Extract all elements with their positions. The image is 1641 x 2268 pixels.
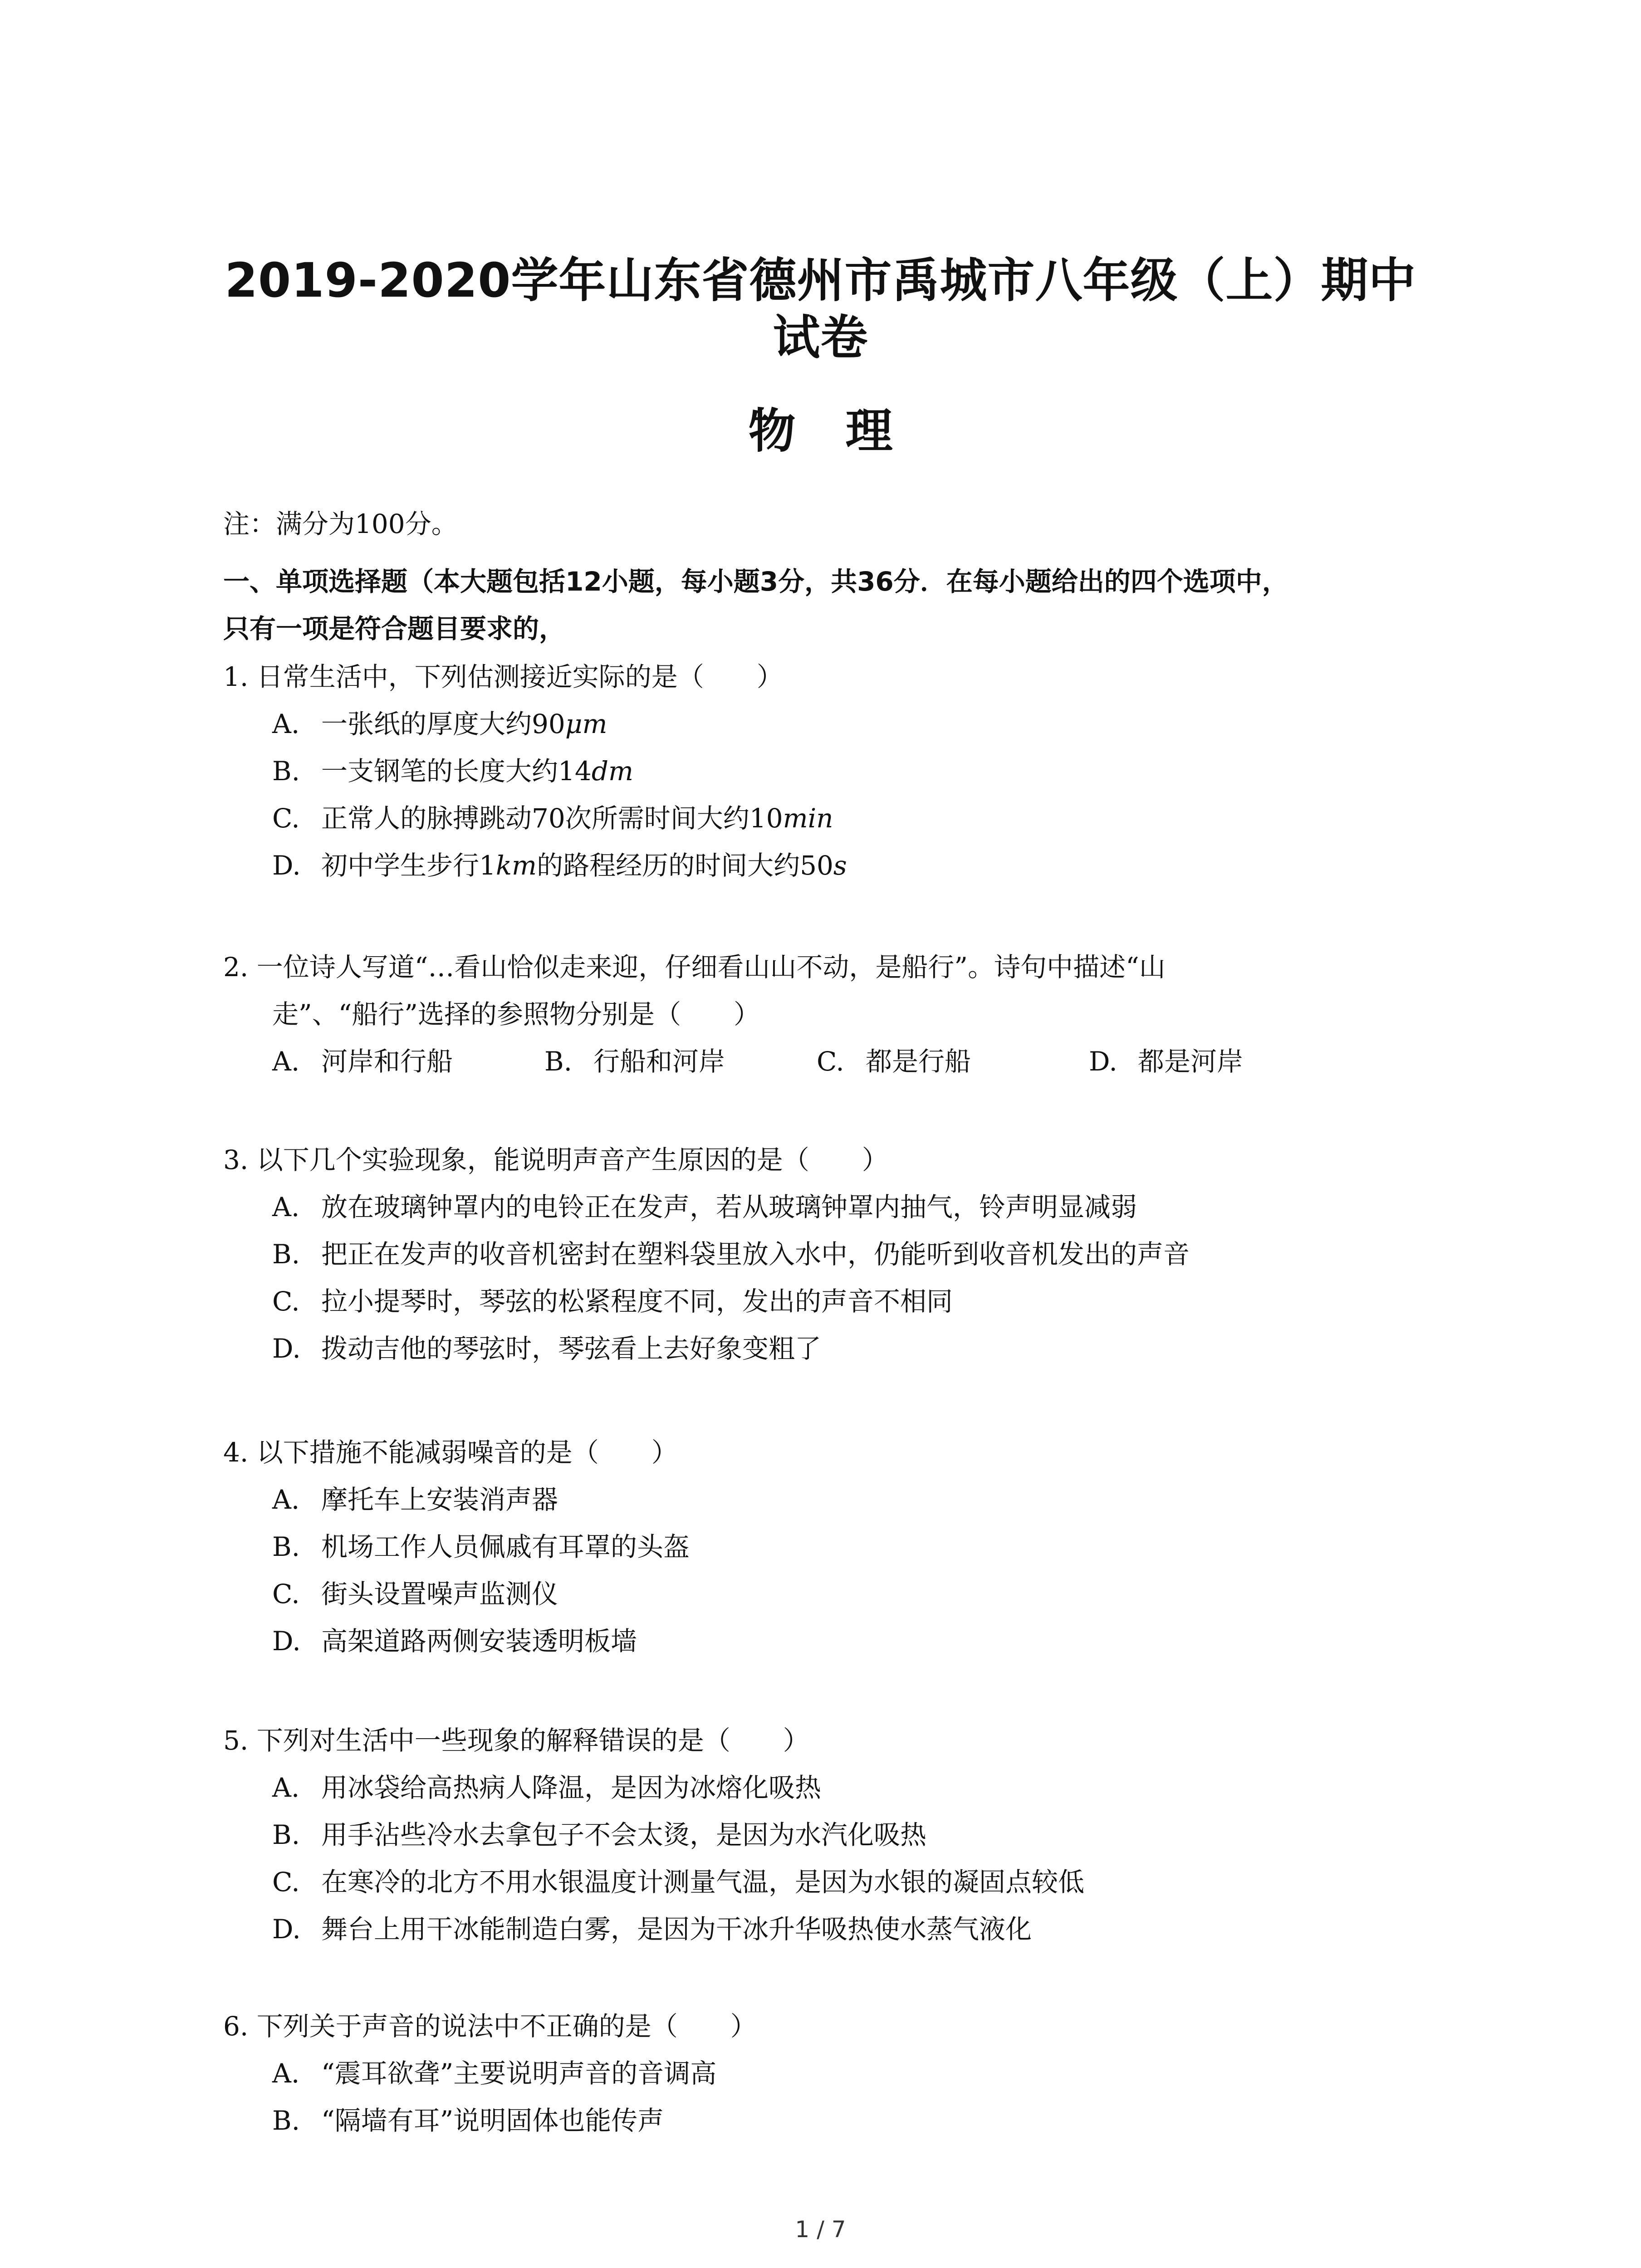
option-d (223, 842, 1448, 889)
option-b (223, 1231, 1448, 1278)
question-text-continued: 走”、“船行”选择的参照物分别是（ ） (272, 999, 760, 1030)
option-text: 高架道路两侧安装透明板墙 (321, 1626, 637, 1657)
option-text: 初中学生步行1 (321, 850, 496, 881)
option-letter: B. (272, 2105, 300, 2136)
exam-title (136, 252, 1505, 366)
option-list (223, 1038, 1448, 1085)
option-c (817, 1038, 1089, 1085)
option-text: 正常人的脉搏跳动70次所需时间大约10 (321, 803, 783, 834)
option-text: 一支钢笔的长度大约14 (321, 756, 592, 787)
option-b (223, 748, 1448, 795)
question-text: 以下措施不能减弱噪音的是（ ） (256, 1437, 678, 1468)
option-c (223, 795, 1448, 842)
option-letter: D. (1089, 1046, 1117, 1077)
question-1 (223, 653, 1448, 889)
option-letter: A. (272, 1484, 300, 1515)
option-a (223, 2050, 1448, 2097)
section-heading-line2: 只有一项是符合题目要求的， (223, 613, 566, 644)
exam-title-line1: 2019-2020学年山东省德州市禹城市八年级（上）期中 (225, 253, 1416, 308)
option-text: 都是行船 (866, 1046, 971, 1077)
option-text: 摩托车上安装消声器 (321, 1484, 558, 1515)
question-5 (223, 1717, 1448, 1953)
question-number: 6. (223, 2011, 249, 2042)
option-unit: dm (591, 756, 633, 787)
option-b (223, 1523, 1448, 1570)
option-letter: B. (272, 756, 300, 787)
option-text: 拨动吉他的琴弦时，琴弦看上去好象变粗了 (321, 1333, 822, 1364)
question-text: 一位诗人写道“…看山恰似走来迎，仔细看山山不动，是船行”。诗句中描述“山 (256, 952, 1166, 982)
option-d (1089, 1038, 1361, 1085)
option-list (223, 700, 1448, 889)
option-letter: A. (272, 1192, 300, 1222)
question-number: 3. (223, 1144, 249, 1175)
option-unit: min (783, 803, 833, 834)
question-stem (223, 2003, 1448, 2050)
option-letter: D. (272, 1914, 301, 1945)
option-text: 舞台上用干冰能制造白雾，是因为干冰升华吸热使水蒸气液化 (321, 1914, 1032, 1945)
option-letter: C. (272, 1579, 300, 1609)
section-heading (223, 558, 1439, 652)
option-a (223, 1183, 1448, 1231)
option-b (223, 1811, 1448, 1858)
option-text: 行船和河岸 (593, 1046, 725, 1077)
question-number: 2. (223, 952, 249, 982)
option-letter: B. (544, 1046, 573, 1077)
question-number: 5. (223, 1725, 249, 1756)
option-c (223, 1278, 1448, 1325)
question-6 (223, 2003, 1448, 2144)
option-unit: μm (565, 709, 607, 739)
question-stem (223, 943, 1448, 1038)
option-letter: D. (272, 850, 301, 881)
option-letter: B. (272, 1531, 300, 1562)
option-text: 机场工作人员佩戚有耳罩的头盔 (321, 1531, 690, 1562)
option-text: 把正在发声的收音机密封在塑料袋里放入水中，仍能听到收音机发出的声音 (321, 1239, 1190, 1270)
section-heading-line1: 一、单项选择题（本大题包括12小题，每小题3分，共36分．在每小题给出的四个选项中， (223, 566, 1288, 597)
option-text: “震耳欲聋”主要说明声音的音调高 (321, 2058, 717, 2089)
subject-heading: 物理 (748, 403, 943, 459)
option-d (223, 1618, 1448, 1665)
question-text: 日常生活中，下列估测接近实际的是（ ） (256, 661, 783, 692)
option-b (223, 2097, 1448, 2144)
option-letter: D. (272, 1626, 301, 1657)
option-b (544, 1038, 817, 1085)
option-text: 在寒冷的北方不用水银温度计测量气温，是因为水银的凝固点较低 (321, 1867, 1085, 1897)
question-text: 下列关于声音的说法中不正确的是（ ） (256, 2011, 757, 2042)
option-text-after: 的路程经历的时间大约50 (537, 850, 833, 881)
option-letter: C. (272, 1867, 300, 1897)
question-stem (223, 1717, 1448, 1764)
option-text: 用手沾些冷水去拿包子不会太烫，是因为水汽化吸热 (321, 1819, 927, 1850)
question-4 (223, 1429, 1448, 1665)
option-text: “隔墙有耳”说明固体也能传声 (321, 2105, 664, 2136)
option-text: 街头设置噪声监测仪 (321, 1579, 558, 1609)
question-number: 4. (223, 1437, 249, 1468)
option-a (223, 1764, 1448, 1811)
option-letter: B. (272, 1819, 300, 1850)
option-list (223, 1764, 1448, 1953)
option-a (272, 1038, 544, 1085)
option-letter: D. (272, 1333, 301, 1364)
option-text: 拉小提琴时，琴弦的松紧程度不同，发出的声音不相同 (321, 1286, 953, 1317)
option-letter: A. (272, 1772, 300, 1803)
question-2 (223, 943, 1448, 1085)
option-text: 放在玻璃钟罩内的电铃正在发声，若从玻璃钟罩内抽气，铃声明显减弱 (321, 1192, 1137, 1222)
question-text: 下列对生活中一些现象的解释错误的是（ ） (256, 1725, 809, 1756)
option-list (223, 2050, 1448, 2144)
option-letter: A. (272, 2058, 300, 2089)
question-number: 1. (223, 661, 249, 692)
option-list (223, 1183, 1448, 1372)
question-stem (223, 1136, 1448, 1183)
option-letter: B. (272, 1239, 300, 1270)
option-unit-2: s (833, 850, 847, 881)
question-stem (223, 653, 1448, 700)
option-letter: C. (817, 1046, 844, 1077)
option-list (223, 1476, 1448, 1665)
question-text: 以下几个实验现象，能说明声音产生原因的是（ ） (256, 1144, 888, 1175)
question-3 (223, 1136, 1448, 1372)
option-a (223, 1476, 1448, 1523)
option-letter: A. (272, 1046, 300, 1077)
option-letter: A. (272, 709, 300, 739)
option-text: 用冰袋给高热病人降温，是因为冰熔化吸热 (321, 1772, 822, 1803)
option-d (223, 1325, 1448, 1372)
option-unit: km (495, 850, 537, 881)
option-c (223, 1570, 1448, 1618)
option-c (223, 1858, 1448, 1906)
option-text: 河岸和行船 (321, 1046, 453, 1077)
option-letter: C. (272, 803, 300, 834)
question-stem (223, 1429, 1448, 1476)
page-number: 1 / 7 (795, 2216, 846, 2243)
option-text: 都是河岸 (1138, 1046, 1244, 1077)
option-letter: C. (272, 1286, 300, 1317)
exam-title-line2: 试卷 (773, 310, 868, 365)
option-text: 一张纸的厚度大约90 (321, 709, 565, 739)
score-note: 注：满分为100分。 (223, 508, 458, 539)
option-d (223, 1906, 1448, 1953)
option-a (223, 700, 1448, 748)
